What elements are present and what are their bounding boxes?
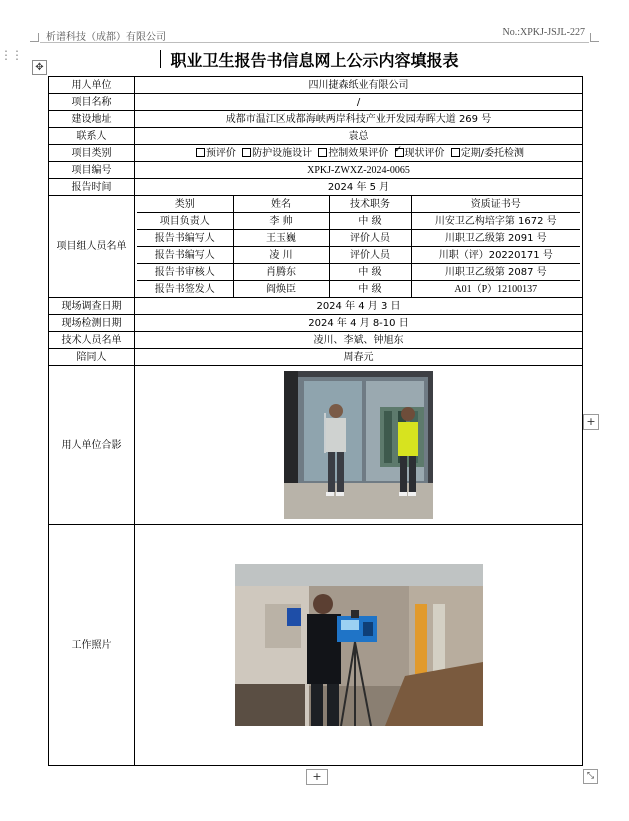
team-name[interactable]: 肖腾东 [233,264,329,281]
team-row [137,281,580,298]
table-row [49,145,583,162]
team-row [137,230,580,247]
report-form-table [48,76,583,766]
table-row [49,298,583,315]
tech-staff-value[interactable]: 凌川、李斌、钟旭东 [135,332,583,349]
team-cert[interactable]: A01（P）12100137 [454,283,538,295]
category-option-label: 现状评价 [404,147,445,159]
report-time-label: 报告时间 [49,179,135,196]
contact-value[interactable]: 袁总 [135,128,583,145]
group-photo[interactable] [284,371,433,519]
escort-value[interactable]: 周春元 [135,349,583,366]
team-title[interactable]: 中 级 [329,281,411,298]
survey-date-label: 现场调查日期 [49,298,135,315]
category-option-label: 预评价 [205,147,236,159]
team-header: 类别 [137,196,233,213]
table-row [49,332,583,349]
team-name[interactable]: 阎焕臣 [233,281,329,298]
table-resize-icon[interactable]: ⤡ [583,769,598,784]
document-number: No.:XPKJ-JSJL-227 [502,27,585,38]
margin-corner-mark [30,33,39,42]
team-role[interactable]: 项目负责人 [137,213,233,230]
header-divider [40,42,589,43]
team-role[interactable]: 报告书签发人 [137,281,233,298]
category-checkbox-4[interactable] [451,148,460,157]
table-row [49,179,583,196]
category-options [135,145,583,162]
table-row [49,77,583,94]
address-value[interactable]: 成都市温江区成都海峡两岸科技产业开发园寿晖大道 269 号 [135,111,583,128]
escort-label: 陪同人 [49,349,135,366]
category-checkbox-3[interactable] [395,148,404,157]
table-row [49,315,583,332]
team-name[interactable]: 凌 川 [233,247,329,264]
category-option-label: 控制效果评价 [328,147,389,159]
team-role[interactable]: 报告书编写人 [137,230,233,247]
team-cert[interactable]: 川职（评）20220171 号 [411,247,580,264]
team-cell [135,196,583,298]
work-photo[interactable] [235,564,483,726]
team-cert[interactable]: 川职卫乙级第 2091 号 [411,230,580,247]
team-header: 资质证书号 [411,196,580,213]
team-title[interactable]: 中 级 [329,213,411,230]
team-row [137,213,580,230]
add-row-plus-icon[interactable]: + [306,769,328,785]
table-row [49,366,583,525]
contact-label: 联系人 [49,128,135,145]
team-row [137,247,580,264]
category-option-label: 定期/委托检测 [460,147,525,159]
team-title[interactable]: 评价人员 [329,230,411,247]
team-header-row [137,196,580,213]
table-row [49,128,583,145]
work-photo-label: 工作照片 [49,525,135,766]
category-checkbox-1[interactable] [242,148,251,157]
team-title[interactable]: 评价人员 [329,247,411,264]
employer-value[interactable]: 四川捷森纸业有限公司 [135,77,583,94]
team-cert[interactable]: 川职卫乙级第 2087 号 [411,264,580,281]
drag-grip-icon[interactable]: ⋮⋮ [0,48,22,62]
tech-staff-label: 技术人员名单 [49,332,135,349]
project-no-label: 项目编号 [49,162,135,179]
employer-label: 用人单位 [49,77,135,94]
text-cursor [160,50,161,68]
table-row [49,111,583,128]
project-no-value[interactable]: XPKJ-ZWXZ-2024-0065 [135,162,583,179]
survey-date-value[interactable]: 2024 年 4 月 3 日 [135,298,583,315]
project-name-label: 项目名称 [49,94,135,111]
group-photo-label: 用人单位合影 [49,366,135,525]
company-header: 析谱科技（成都）有限公司 [46,32,166,43]
page-title: 职业卫生报告书信息网上公示内容填报表 [170,51,459,70]
team-header: 技术职务 [329,196,411,213]
work-photo-cell [135,525,583,766]
team-row [137,264,580,281]
team-role[interactable]: 报告书审核人 [137,264,233,281]
table-row [49,525,583,766]
table-row [49,349,583,366]
team-header: 姓名 [233,196,329,213]
group-photo-cell [135,366,583,525]
team-role[interactable]: 报告书编写人 [137,247,233,264]
team-name[interactable]: 李 帅 [233,213,329,230]
team-name[interactable]: 王玉巍 [233,230,329,247]
category-option-label: 防护设施设计 [252,147,313,159]
table-row [49,162,583,179]
add-column-plus-icon[interactable]: + [583,414,599,430]
table-move-handle-icon[interactable]: ✥ [32,60,47,75]
project-name-value[interactable]: / [135,94,583,111]
team-cert[interactable]: 川安卫乙构培字第 1672 号 [411,213,580,230]
report-time-value[interactable]: 2024 年 5 月 [135,179,583,196]
table-row [49,196,583,298]
category-checkbox-0[interactable] [196,148,205,157]
address-label: 建设地址 [49,111,135,128]
category-checkbox-2[interactable] [318,148,327,157]
test-date-value[interactable]: 2024 年 4 月 8-10 日 [135,315,583,332]
margin-corner-mark [590,33,599,42]
category-label: 项目类别 [49,145,135,162]
team-table [137,196,580,297]
test-date-label: 现场检测日期 [49,315,135,332]
table-row [49,94,583,111]
team-label: 项目组人员名单 [49,196,135,298]
team-title[interactable]: 中 级 [329,264,411,281]
